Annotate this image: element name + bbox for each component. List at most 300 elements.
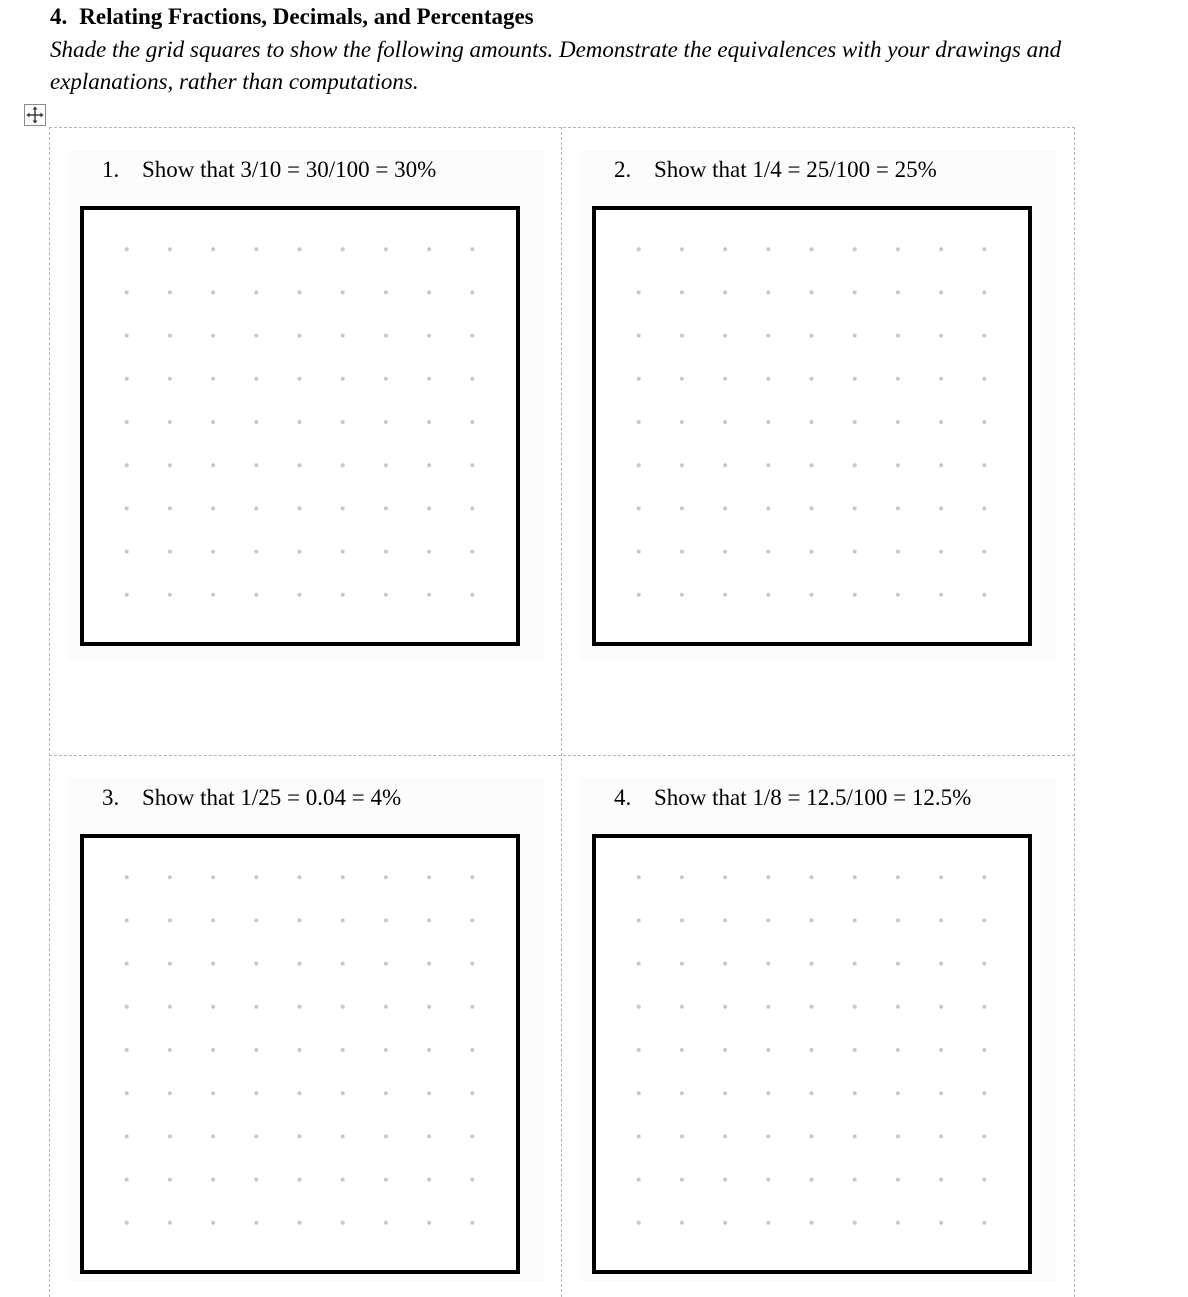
grid-dot [298, 1005, 302, 1009]
grid-dot [982, 506, 986, 510]
grid-dot [766, 1005, 770, 1009]
grid-dot [211, 247, 215, 251]
grid-dot [680, 1005, 684, 1009]
grid-dot [298, 1178, 302, 1182]
grid-dot [384, 550, 388, 554]
grid-dot [853, 290, 857, 294]
grid-dot [766, 1091, 770, 1095]
grid-dot [637, 463, 641, 467]
grid-dot [723, 918, 727, 922]
grid-dot [853, 1048, 857, 1052]
grid-dot [341, 1134, 345, 1138]
grid-dot [470, 506, 474, 510]
grid-dot [341, 1091, 345, 1095]
grid-dot [470, 1048, 474, 1052]
grid-dot [384, 875, 388, 879]
grid-dot [982, 1221, 986, 1225]
grid-dot [470, 1091, 474, 1095]
grid-dot [680, 1134, 684, 1138]
grid-dot [680, 506, 684, 510]
grid-dot [810, 290, 814, 294]
grid-dot [723, 550, 727, 554]
grid-dot [896, 1048, 900, 1052]
grid-dot [298, 463, 302, 467]
grid-dot [766, 1134, 770, 1138]
grid-dot [211, 550, 215, 554]
grid-dot [254, 593, 258, 597]
grid-dot [211, 962, 215, 966]
grid-dot [384, 1091, 388, 1095]
grid-dot [341, 1221, 345, 1225]
grid-dot [680, 420, 684, 424]
grid-dot [723, 1048, 727, 1052]
grid-dot [982, 463, 986, 467]
problem-text: Show that 3/10 = 30/100 = 30% [142, 157, 437, 182]
grid-dot [982, 962, 986, 966]
grid-dot [637, 420, 641, 424]
grid-dot [853, 377, 857, 381]
grid-dot [470, 1221, 474, 1225]
grid-dot [168, 247, 172, 251]
grid-dot [853, 962, 857, 966]
grid-dot [125, 420, 129, 424]
grid-dot [254, 506, 258, 510]
grid-dot [723, 420, 727, 424]
grid-dot [939, 1178, 943, 1182]
grid-dot [723, 463, 727, 467]
grid-dot [982, 593, 986, 597]
problem-text: Show that 1/4 = 25/100 = 25% [654, 157, 937, 182]
table-column-divider [561, 127, 562, 1297]
grid-dot [939, 962, 943, 966]
grid-dot [341, 290, 345, 294]
grid-dot [427, 377, 431, 381]
grid-dot [427, 593, 431, 597]
grid-dot [341, 1178, 345, 1182]
grid-dot [168, 1221, 172, 1225]
grid-dot [125, 918, 129, 922]
grid-dot [982, 334, 986, 338]
grid-dot [853, 593, 857, 597]
grid-dot [298, 1091, 302, 1095]
grid-dot [982, 247, 986, 251]
grid-dot [168, 1005, 172, 1009]
grid-dot [211, 334, 215, 338]
grid-dot [125, 506, 129, 510]
grid-dot [125, 1134, 129, 1138]
grid-dot [168, 506, 172, 510]
grid-dot [254, 377, 258, 381]
grid-dot [125, 875, 129, 879]
grid-dot [125, 334, 129, 338]
grid-dot [470, 247, 474, 251]
grid-dot [427, 1178, 431, 1182]
grid-dot [254, 1048, 258, 1052]
grid-dot [810, 875, 814, 879]
grid-dot [384, 1134, 388, 1138]
grid-dot [723, 1134, 727, 1138]
grid-dot [168, 918, 172, 922]
section-title: Relating Fractions, Decimals, and Percentages [79, 4, 534, 29]
grid-dot [637, 593, 641, 597]
problem-text: Show that 1/8 = 12.5/100 = 12.5% [654, 785, 972, 810]
grid-dot [211, 918, 215, 922]
grid-dot [637, 875, 641, 879]
grid-dot [254, 463, 258, 467]
grid-dot [810, 918, 814, 922]
grid-dot [982, 377, 986, 381]
grid-dot [766, 550, 770, 554]
grid-dot [939, 1221, 943, 1225]
grid-dot [298, 918, 302, 922]
grid-dot [298, 1221, 302, 1225]
grid-dot [637, 1178, 641, 1182]
grid-dot [384, 1005, 388, 1009]
grid-dot [211, 463, 215, 467]
hundred-grid-2[interactable] [592, 206, 1032, 646]
grid-dot [680, 962, 684, 966]
grid-dot [939, 506, 943, 510]
grid-dot [637, 962, 641, 966]
grid-dot [254, 334, 258, 338]
grid-dot [211, 1178, 215, 1182]
grid-dot [896, 1005, 900, 1009]
grid-dot [470, 463, 474, 467]
grid-dot [766, 1178, 770, 1182]
grid-dot [254, 1178, 258, 1182]
grid-dot [341, 420, 345, 424]
grid-dot [341, 463, 345, 467]
grid-dot [680, 1048, 684, 1052]
grid-dot [853, 1178, 857, 1182]
grid-dot [810, 1005, 814, 1009]
grid-dot [470, 962, 474, 966]
grid-dot [723, 247, 727, 251]
grid-dot [427, 1048, 431, 1052]
grid-dot [810, 377, 814, 381]
grid-dot [766, 247, 770, 251]
grid-dot [384, 463, 388, 467]
grid-dot [853, 918, 857, 922]
grid-dot [982, 290, 986, 294]
grid-dot [680, 1091, 684, 1095]
grid-dot [810, 593, 814, 597]
grid-dot [723, 506, 727, 510]
grid-dot [384, 1221, 388, 1225]
grid-dot [810, 1221, 814, 1225]
grid-dot [766, 1221, 770, 1225]
grid-dot [211, 1005, 215, 1009]
grid-dot [896, 550, 900, 554]
grid-dot [896, 506, 900, 510]
problem-number: 4. [614, 785, 632, 810]
grid-dot [723, 1221, 727, 1225]
grid-dot [341, 377, 345, 381]
grid-dot [810, 463, 814, 467]
grid-dot [168, 1178, 172, 1182]
grid-dot [810, 1178, 814, 1182]
grid-dot [427, 290, 431, 294]
grid-dot [637, 506, 641, 510]
grid-dot [470, 290, 474, 294]
grid-dot [384, 377, 388, 381]
grid-dot [723, 1005, 727, 1009]
grid-dot [211, 290, 215, 294]
grid-dot [637, 334, 641, 338]
grid-dot [254, 918, 258, 922]
grid-dot [211, 875, 215, 879]
grid-dot [810, 334, 814, 338]
grid-dot [341, 875, 345, 879]
grid-dot [211, 593, 215, 597]
grid-dot [384, 593, 388, 597]
grid-dot [298, 377, 302, 381]
grid-dot [298, 334, 302, 338]
grid-dot [211, 1048, 215, 1052]
grid-dot [427, 962, 431, 966]
grid-dot [125, 550, 129, 554]
grid-dot [982, 875, 986, 879]
grid-dot [384, 962, 388, 966]
grid-dot [853, 1221, 857, 1225]
grid-dot [298, 506, 302, 510]
grid-dot [637, 1005, 641, 1009]
grid-dot [766, 290, 770, 294]
grid-dot [125, 1005, 129, 1009]
grid-dot [982, 1005, 986, 1009]
grid-dot [254, 875, 258, 879]
grid-dot [211, 506, 215, 510]
grid-dot [168, 875, 172, 879]
section-number: 4. [50, 4, 68, 29]
grid-dot [680, 1178, 684, 1182]
grid-dot [125, 1048, 129, 1052]
grid-dot [168, 1134, 172, 1138]
grid-dot [168, 1091, 172, 1095]
grid-dot [723, 1091, 727, 1095]
grid-dot [723, 593, 727, 597]
grid-dot [211, 1091, 215, 1095]
grid-dot [125, 593, 129, 597]
grid-dot [723, 875, 727, 879]
grid-dot [470, 875, 474, 879]
grid-dot [896, 1221, 900, 1225]
grid-dot [341, 334, 345, 338]
grid-dot [427, 1091, 431, 1095]
grid-dot [254, 290, 258, 294]
grid-dot [427, 334, 431, 338]
grid-dot [298, 1134, 302, 1138]
grid-dot [939, 247, 943, 251]
grid-dot [810, 247, 814, 251]
grid-dot [853, 334, 857, 338]
grid-dot [384, 506, 388, 510]
grid-dot [384, 247, 388, 251]
grid-dot [298, 550, 302, 554]
grid-dot [680, 290, 684, 294]
grid-dot [125, 290, 129, 294]
grid-dot [341, 593, 345, 597]
hundred-grid-3[interactable] [80, 834, 520, 1274]
grid-dot [125, 1221, 129, 1225]
grid-dot [766, 875, 770, 879]
section-heading [50, 4, 534, 30]
grid-dot [853, 550, 857, 554]
grid-dot [384, 1178, 388, 1182]
grid-dot [680, 1221, 684, 1225]
grid-dot [254, 1091, 258, 1095]
grid-dot [168, 550, 172, 554]
grid-dot [168, 962, 172, 966]
grid-dot [680, 593, 684, 597]
grid-dot [211, 377, 215, 381]
grid-dot [470, 1178, 474, 1182]
grid-dot [211, 1134, 215, 1138]
grid-dot [766, 463, 770, 467]
move-arrows-icon [25, 105, 45, 125]
table-row-divider [49, 755, 1075, 756]
grid-dot [384, 420, 388, 424]
grid-dot [125, 247, 129, 251]
grid-dot [470, 1005, 474, 1009]
grid-dot [982, 1048, 986, 1052]
grid-dot [939, 550, 943, 554]
grid-dot [939, 463, 943, 467]
grid-dot [168, 1048, 172, 1052]
grid-dot [254, 420, 258, 424]
grid-dot [254, 550, 258, 554]
problem-1-label [102, 157, 436, 183]
grid-dot [427, 918, 431, 922]
grid-dot [470, 334, 474, 338]
grid-dot [896, 1091, 900, 1095]
grid-dot [680, 463, 684, 467]
grid-dot [939, 334, 943, 338]
grid-dot [254, 1005, 258, 1009]
grid-dot [766, 377, 770, 381]
grid-dot [125, 1178, 129, 1182]
problem-4-label [614, 785, 971, 811]
grid-dot [637, 1221, 641, 1225]
grid-dot [853, 506, 857, 510]
grid-dot [766, 962, 770, 966]
grid-dot [853, 1005, 857, 1009]
grid-dot [341, 1005, 345, 1009]
grid-dot [810, 962, 814, 966]
grid-dot [939, 1048, 943, 1052]
grid-dot [637, 550, 641, 554]
grid-dot [341, 962, 345, 966]
grid-dot [427, 463, 431, 467]
section-instructions: Shade the grid squares to show the following amounts. Demonstrate the equivalences with your drawings and explanations, rather than computations. [50, 37, 1062, 94]
grid-dot [723, 290, 727, 294]
hundred-grid-1[interactable] [80, 206, 520, 646]
grid-dot [680, 550, 684, 554]
grid-dot [637, 1134, 641, 1138]
grid-dot-lattice [596, 210, 1028, 642]
grid-dot [637, 918, 641, 922]
grid-dot [853, 1091, 857, 1095]
grid-dot [470, 420, 474, 424]
grid-dot [982, 420, 986, 424]
grid-dot [168, 377, 172, 381]
grid-dot [723, 377, 727, 381]
grid-dot [810, 1091, 814, 1095]
grid-dot [939, 875, 943, 879]
problem-3-label [102, 785, 401, 811]
grid-dot [896, 377, 900, 381]
grid-dot [427, 506, 431, 510]
grid-dot [896, 918, 900, 922]
grid-dot [168, 290, 172, 294]
grid-dot [896, 593, 900, 597]
grid-dot [637, 1091, 641, 1095]
grid-dot [766, 334, 770, 338]
grid-dot [982, 1178, 986, 1182]
grid-dot [637, 1048, 641, 1052]
grid-dot [298, 962, 302, 966]
grid-dot [896, 875, 900, 879]
grid-dot [939, 377, 943, 381]
grid-dot [254, 1134, 258, 1138]
grid-dot [470, 550, 474, 554]
grid-dot [427, 1221, 431, 1225]
hundred-grid-4[interactable] [592, 834, 1032, 1274]
grid-dot [723, 962, 727, 966]
grid-dot [298, 290, 302, 294]
grid-dot [766, 506, 770, 510]
grid-dot [298, 247, 302, 251]
problem-number: 2. [614, 157, 632, 182]
grid-dot [125, 962, 129, 966]
grid-dot [168, 334, 172, 338]
grid-dot [853, 875, 857, 879]
grid-dot [982, 1134, 986, 1138]
problem-number: 3. [102, 785, 120, 810]
grid-dot [637, 377, 641, 381]
grid-dot [982, 550, 986, 554]
grid-dot [853, 463, 857, 467]
grid-dot [341, 1048, 345, 1052]
grid-dot [896, 247, 900, 251]
grid-dot [896, 962, 900, 966]
problem-text: Show that 1/25 = 0.04 = 4% [142, 785, 402, 810]
grid-dot [723, 334, 727, 338]
grid-dot [470, 1134, 474, 1138]
grid-dot [254, 962, 258, 966]
grid-dot [723, 1178, 727, 1182]
grid-dot-lattice [596, 838, 1028, 1270]
grid-dot [637, 247, 641, 251]
table-move-handle[interactable] [24, 104, 46, 126]
grid-dot [427, 875, 431, 879]
grid-dot [341, 550, 345, 554]
grid-dot [341, 918, 345, 922]
grid-dot [168, 463, 172, 467]
grid-dot [896, 463, 900, 467]
grid-dot [810, 420, 814, 424]
grid-dot [810, 550, 814, 554]
grid-dot-lattice [84, 838, 516, 1270]
grid-dot [680, 918, 684, 922]
grid-dot [341, 247, 345, 251]
grid-dot [896, 1178, 900, 1182]
grid-dot [766, 1048, 770, 1052]
grid-dot [384, 334, 388, 338]
grid-dot [680, 377, 684, 381]
grid-dot [853, 420, 857, 424]
grid-dot [896, 1134, 900, 1138]
